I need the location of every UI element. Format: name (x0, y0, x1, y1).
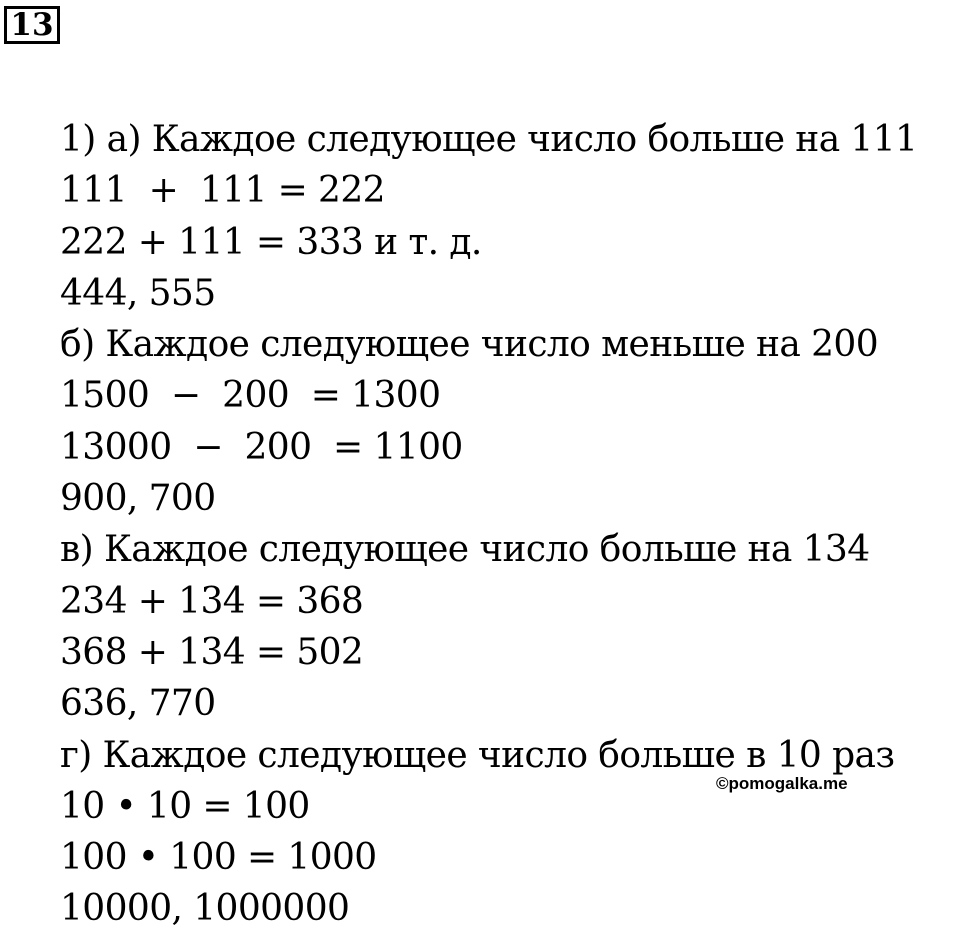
solution-line: 636, 770 (60, 683, 216, 725)
solution-lines (60, 114, 917, 935)
solution-line: 368 + 134 = 502 (60, 631, 364, 673)
solution-line: в) Каждое следующее число больше на 134 (60, 529, 870, 571)
task-number-badge: 13 (4, 6, 60, 44)
solution-line: 900, 700 (60, 478, 216, 520)
watermark: ©pomogalka.me (716, 774, 848, 793)
solution-line: 13000 − 200 = 1100 (60, 426, 463, 468)
solution-line: 222 + 111 = 333 и т. д. (60, 221, 482, 263)
solution-line: г) Каждое следующее число больше в 10 раз (60, 734, 895, 776)
solution-line: 1) а) Каждое следующее число больше на 111 (60, 119, 918, 160)
solution-line: 10 • 10 = 100 (60, 785, 310, 827)
solution-line: 111 + 111 = 222 (60, 170, 385, 212)
solution-line: 100 • 100 = 1000 (60, 837, 377, 879)
solution-line: 1500 − 200 = 1300 (60, 375, 441, 417)
solution-line: б) Каждое следующее число меньше на 200 (60, 324, 879, 366)
solution-line: 234 + 134 = 368 (60, 580, 364, 622)
solution-line: 444, 555 (60, 272, 216, 314)
solution-line: 10000, 1000000 (60, 888, 350, 930)
